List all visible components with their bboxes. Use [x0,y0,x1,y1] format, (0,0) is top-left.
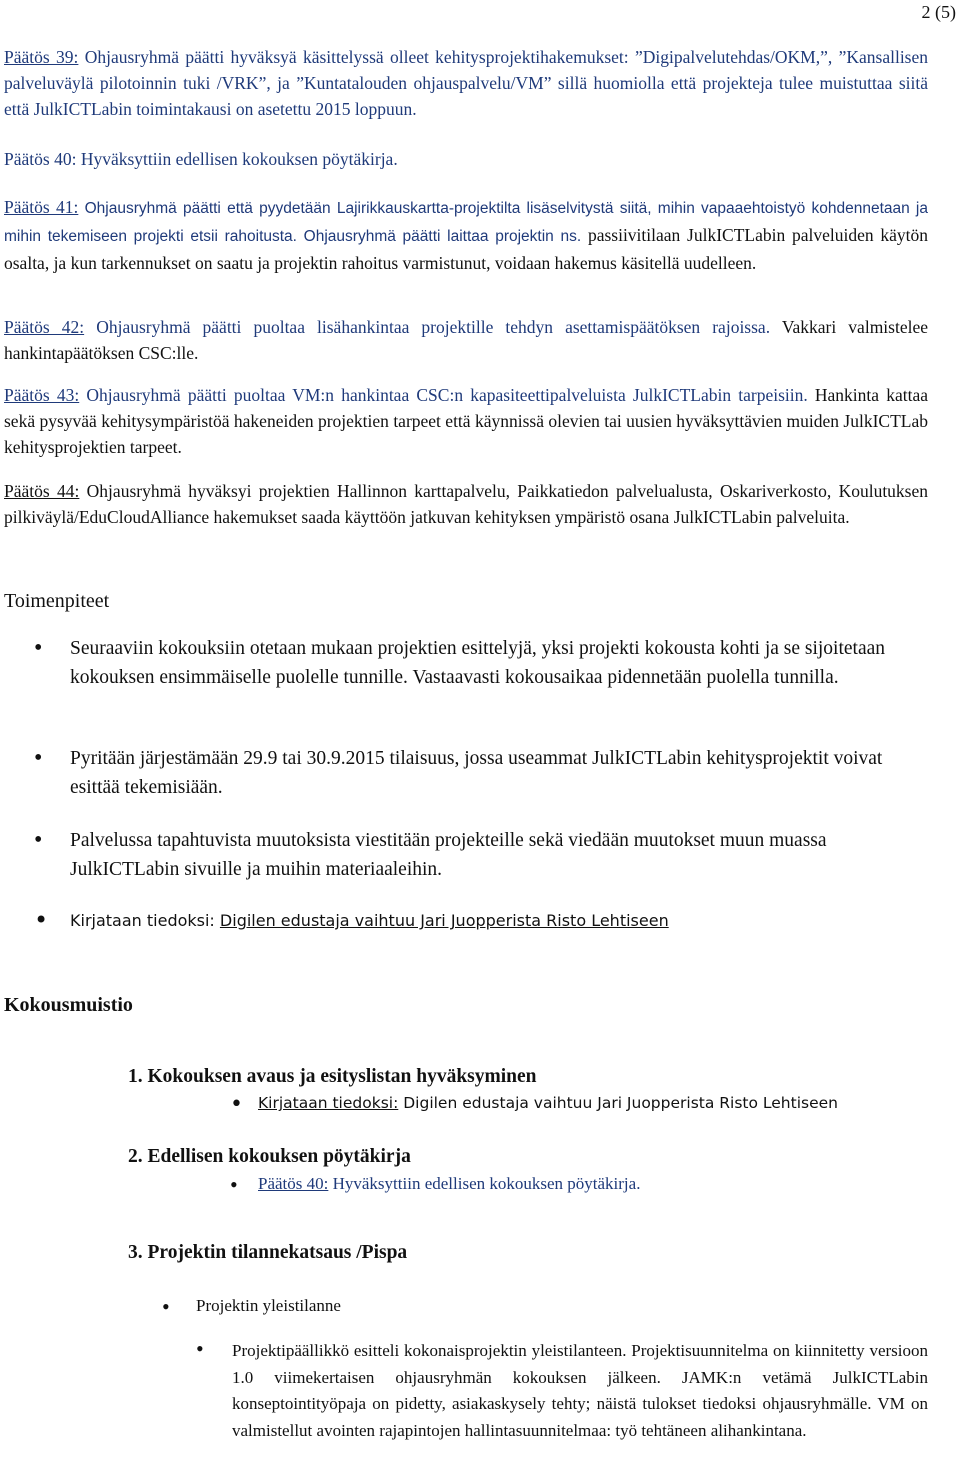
list-item: • Palvelussa tapahtuvista muutoksista viestitään projekteille sekä viedään muutokset muun muassa JulkICTLabin sivuille ja muihin materiaaleihin. [30,826,910,884]
list-item: • Pyritään järjestämään 29.9 tai 30.9.2015 tilaisuus, jossa useammat JulkICTLabin kehitysprojektit voivat esittää tekemisiään. [30,744,910,802]
toimenpiteet-list-4 [30,906,910,935]
note-text: Digilen edustaja vaihtuu Jari Juopperista Risto Lehtiseen [219,911,669,930]
agenda-item-1-label: Kirjataan tiedoksi: [258,1094,399,1112]
agenda-item-1-text: Digilen edustaja vaihtuu Jari Juopperista Risto Lehtiseen [403,1094,838,1112]
decision-44-text: Ohjausryhmä hyväksyi projektien Hallinnon karttapalvelu, Paikkatiedon palvelualusta, Oskariverkosto, Koulutuksen pilkiväylä/EduCloudAlliance hakemukset saada käyttöön jatkuvan kehityksen ympäristö osana JulkICTLabin palveluita. [4,481,929,527]
decision-41-text-a: Ohjausryhmä päätti että pyydetään Lajirikkauskartta-projektilta lisäselvitystä siitä, mihin vapaaehtoistyö kohdennetaan ja mihin tekemiseen projekti etsii rahoitusta. Ohjausryhmä päätti laittaa projektin ns. [4,200,929,245]
toimenpiteet-list-2 [30,744,910,802]
toimenpiteet-list [30,634,910,692]
agenda-item-2-text: Hyväksyttiin edellisen kokouksen pöytäkirja. [332,1174,641,1193]
list-item: • Seuraaviin kokouksiin otetaan mukaan projektien esittelyjä, yksi projekti kokousta kohti ja se sijoitetaan kokouksen ensimmäiselle puolelle tunnille. Vastaavasti kokousaikaa pidennetään puolella tunnilla. [30,634,910,692]
decision-42-label: Päätös 42: [4,317,85,337]
agenda-item-1-title: 1. Kokouksen avaus ja esityslistan hyväksyminen [128,1066,537,1087]
agenda-item-1-note [258,1094,838,1112]
decision-44-label: Päätös 44: [4,481,80,501]
decision-40-text: Hyväksyttiin edellisen kokouksen pöytäkirja. [80,149,398,169]
decision-41-text-b: passiivitilaan JulkICTLabin palveluiden käytön osalta, ja kun tarkennukset on saatu ja projektin rahoitus varmistunut, voidaan hakemus käsitellä uudelleen. [4,225,929,273]
decision-40-label: Päätös 40: [4,149,77,169]
decision-41 [4,194,928,276]
agenda-item-2-title: 2. Edellisen kokouksen pöytäkirja [128,1146,411,1167]
decision-39-label: Päätös 39: [4,47,79,67]
agenda-item-3-detail: • Projektipäällikkö esitteli kokonaisprojektin yleistilanteen. Projektisuunnitelma on kiinnitetty versioon 1.0 viimekertaisen ohjausryhmän kokouksen jälkeen. JAMK:n vetämä JulkICTLabin konseptointityöpaja on pidetty, asiakaskysely tehty; näistä tulokset tiedoksi ohjausryhmälle. VM on valmistellut avointen rajapintojen hallintasuunnitelmaa: työ tehtäneen alihankintana. [232,1338,928,1444]
decision-42-text-b: Vakkari valmistelee hankintapäätöksen CSC:lle. [4,317,928,363]
decision-39 [4,44,928,122]
page-number: 2 (5) [921,2,956,22]
decision-43-label: Päätös 43: [4,385,80,405]
toimenpiteet-list-3 [30,826,910,884]
decision-43-text-b: Hankinta kattaa sekä pysyvää kehitysympäristöä hakeneiden projektien tarpeet että käynnissä olevien tai uusien hyväksyttävien muiden JulkICTLab kehitysprojektien tarpeet. [4,385,928,457]
agenda-item-3-title: 3. Projektin tilannekatsaus /Pispa [128,1242,408,1263]
decision-42-text-a: Ohjausryhmä päätti puoltaa lisähankintaa projektille tehdyn asettamispäätöksen rajoissa. [96,317,771,337]
decision-44 [4,478,928,530]
agenda-item-3-sub: • Projektin yleistilanne [196,1296,341,1316]
list-item [30,906,910,935]
decision-43-text-a: Ohjausryhmä päätti puoltaa VM:n hankintaa CSC:n kapasiteettipalveluista JulkICTLabin tarpeisiin. [86,385,808,405]
toimenpiteet-heading: Toimenpiteet [4,590,110,612]
kokousmuistio-heading: Kokousmuistio [4,994,133,1016]
decision-42 [4,314,928,366]
note-label: Kirjataan tiedoksi: [70,911,215,930]
decision-39-text: Ohjausryhmä päätti hyväksyä käsittelyssä olleet kehitysprojektihakemukset: ”Digipalvelutehdas/OKM,”, ”Kansallisen palveluväylä pilotoinnin tuki /VRK”, ja ”Kuntatalouden ohjauspalvelu/VM” sillä huomiolla että projekteja tulee muistuttaa siitä että JulkICTLabin toimintakausi on asetettu 2015 loppuun. [4,47,929,119]
decision-41-label: Päätös 41: [4,197,79,217]
decision-43 [4,382,928,460]
agenda-item-2-note [258,1174,640,1194]
decision-40 [4,146,928,172]
agenda-item-2-label: Päätös 40: [258,1174,329,1193]
